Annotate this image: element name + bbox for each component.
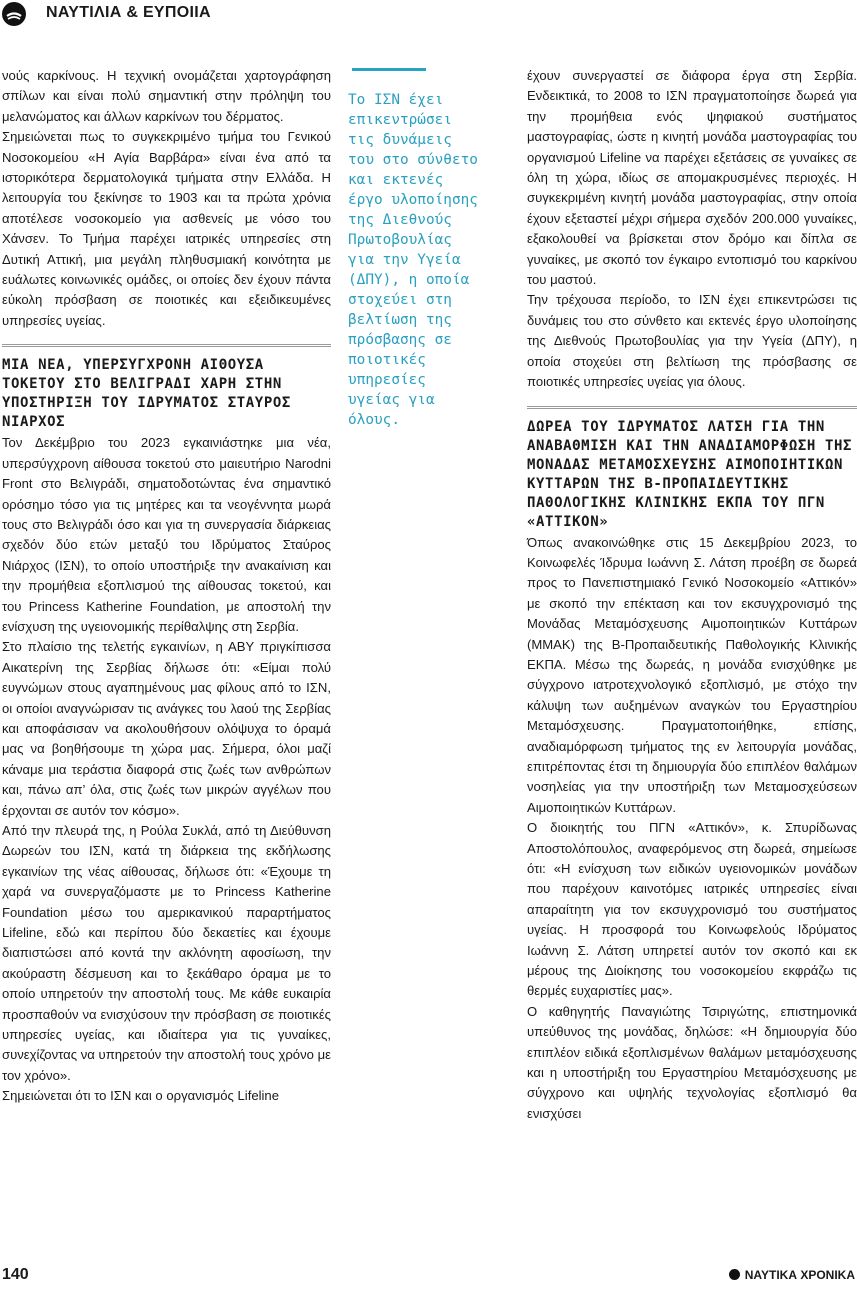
footer-brand (729, 1268, 855, 1282)
column-left (2, 66, 331, 1107)
divider (527, 406, 857, 409)
paragraph: Την τρέχουσα περίοδο, το ΙΣΝ έχει επικεντρώσει τις δυνάμεις του στο σύνθετο και εκτενές έργο υλοποίησης της Διεθνούς Πρωτοβουλίας για την Υγεία (ΔΠΥ), η οποία στοχεύει στη βελτίωση της πρόσβασης σε ποιοτικές υπηρεσίες υγείας για όλους. (527, 292, 857, 390)
section-title: ΝΑΥΤΙΛΙΑ & ΕΥΠΟΙΙΑ (46, 4, 211, 21)
paragraph: Όπως ανακοινώθηκε στις 15 Δεκεμβρίου 2023, το Κοινωφελές Ίδρυμα Ιωάννη Σ. Λάτση προέβη σε δωρεά προς το Πανεπιστημιακό Γενικό Νοσοκομείο «Αττικόν» με σκοπό την επέκταση και τον εκσυγχρονισμό της Μονάδας Μεταμόσχευσης Αιμοποιητικών Κυττάρων (ΜΜΑΚ) της Β-Προπαιδευτικής Παθολογικής Κλινικής ΕΚΠΑ. Μέσω της δωρεάς, η μονάδα ενισχύθηκε με σύγχρονο ιατροτεχνολογικό εξοπλισμό, με στόχο την κάλυψη των αυξημένων αναγκών του Εργαστηρίου Μεταμόσχευσης. Πραγματοποιήθηκε, επίσης, αναδιαμόρφωση τμήματος της εν λειτουργία μονάδας, επιτρέποντας έτσι τη δημιουργία δύο επιπλέον θαλάμων νοσηλείας για την υποστήριξη των Μεταμοσχεύσεων Αιμοποιητικών Κυττάρων. (527, 534, 857, 815)
publication-logo-icon (2, 2, 26, 26)
paragraph: Από την πλευρά της, η Ρούλα Συκλά, από τη Διεύθυνση Δωρεών του ΙΣΝ, κατά τη διάρκεια της εκδήλωσης εγκαινίων της νέας αίθουσας, δήλωσε ότι: «Έχουμε τη χαρά να συνεργαζόμαστε με το Princess Katherine Foundation μέσω του αμερικανικού παραρτήματος Lifeline, εδώ και περίπου δύο δεκαετίες και έχουμε διαπιστώσει από κοντά την ακλόνητη αφοσίωση, την ακούραστη δέσμευση και το ξεκάθαρο όραμα με το οποίο υπηρετούν την αποστολή τους. Με κάθε ευκαιρία προσπαθούν να ενισχύσουν την πρόσβαση σε ποιοτικές υπηρεσίες υγείας, και ιδιαίτερα για τις γυναίκες, συνεχίζοντας να υπηρετούν την αποστολή τους χρόνο με τον χρόνο». (2, 823, 331, 1083)
page-number: 140 (2, 1266, 29, 1283)
paragraph: Ο καθηγητής Παναγιώτης Τσιριγώτης, επιστημονικά υπεύθυνος της μονάδας, δηλώσε: «Η δημιουργία δύο επιπλέον ειδικά εξοπλισμένων θαλάμων μεταμόσχευσης και η υποστήριξη του Εργαστηρίου Μεταμόσχευσης με σύγχρονο και υψηλής τεχνολογίας εξοπλισμό θα ενισχύσει (527, 1003, 857, 1121)
paragraph: έχουν συνεργαστεί σε διάφορα έργα στη Σερβία. Ενδεικτικά, το 2008 το ΙΣΝ πραγματοποίησε δωρεά για την προμήθεια ενός ψηφιακού συστήματος μαστογραφίας, ώστε η κινητή μονάδα μαστογραφίας του οργανισμού Lifeline να παρέχει εξετάσεις σε γυναίκες σε όλη τη χώρα, ιδίως σε απομακρυσμένες περιοχές. Η συγκεκριμένη κινητή μονάδα μαστογραφίας, στην οποία έχουν εξεταστεί μέχρι σήμερα σχεδόν 200.000 γυναίκες, εξακολουθεί να βρίσκεται στον δρόμο και δίπλα σε γυναίκες, με σκοπό τον έγκαιρο εντοπισμό του καρκίνου του μαστού. (527, 68, 857, 288)
brand-logo-icon (729, 1269, 740, 1280)
divider (2, 344, 331, 347)
pullquote: Το ΙΣΝ έχει επικεντρώσει τις δυνάμεις του στο σύνθετο και εκτενές έργο υλοποίησης της Διεθνούς Πρωτοβουλίας για την Υγεία (ΔΠΥ), η οποία στοχεύει στη βελτίωση της πρόσβασης σε ποιοτικές υπηρεσίες υγείας για όλους. (348, 92, 478, 428)
paragraph: Στο πλαίσιο της τελετής εγκαινίων, η ΑΒΥ πριγκίπισσα Αικατερίνη της Σερβίας δήλωσε ότι: «Είμαι πολύ ευγνώμων στους αγαπημένους μας φίλους από το ΙΣΝ, οι οποίοι αναγνώρισαν τις ανάγκες του λαού της Σερβίας και αποφάσισαν να ακολουθήσουν ολόψυχα το όραμά μας να βοηθήσουμε τη χώρα μας. Σήμερα, όλοι μαζί κάναμε μια τεράστια διαφορά στις ζωές των ανθρώπων και, πάνω απ’ όλα, στις ζωές των μικρών αγγέλων που έρχονται σε αυτόν τον κόσμο». (2, 639, 331, 818)
article-heading: ΜΙΑ ΝΕΑ, ΥΠΕΡΣΥΓΧΡΟΝΗ ΑΙΘΟΥΣΑ ΤΟΚΕΤΟΥ ΣΤΟ ΒΕΛΙΓΡΑΔΙ ΧΑΡΗ ΣΤΗΝ ΥΠΟΣΤΗΡΙΞΗ ΤΟΥ ΙΔΡΥΜΑΤΟΣ ΣΤΑΥΡΟΣ ΝΙΑΡΧΟΣ (2, 357, 291, 431)
paragraph: Σημειώνεται ότι το ΙΣΝ και ο οργανισμός Lifeline (2, 1088, 280, 1104)
column-right (527, 66, 857, 1124)
pullquote-accent-bar (352, 68, 426, 71)
page-header (0, 0, 857, 30)
article-heading: ΔΩΡΕΑ ΤΟΥ ΙΔΡΥΜΑΤΟΣ ΛΑΤΣΗ ΓΙΑ ΤΗΝ ΑΝΑΒΑΘΜΙΣΗ ΚΑΙ ΤΗΝ ΑΝΑΔΙΑΜΟΡΦΩΣΗ ΤΗΣ ΜΟΝΑΔΑΣ ΜΕΤΑΜΟΣΧΕΥΣΗΣ ΑΙΜΟΠΟΙΗΤΙΚΩΝ ΚΥΤΤΑΡΩΝ ΤΗΣ Β-ΠΡΟΠΑΙΔΕΥΤΙΚΗΣ ΠΑΘΟΛΟΓΙΚΗΣ ΚΛΙΝΙΚΗΣ ΕΚΠΑ ΤΟΥ ΠΓΝ «ΑΤΤΙΚΟΝ» (527, 418, 853, 530)
paragraph: Ο διοικητής του ΠΓΝ «Αττικόν», κ. Σπυρίδωνας Αποστολόπουλος, αναφερόμενος στη δωρεά, σημείωσε ότι: «Η ενίσχυση των ειδικών υγειονομικών μονάδων που παρέχουν καινοτόμες ιατρικές υπηρεσίες είναι απαραίτητη για τον εκσυγχρονισμό του συστήματος υγείας. Η προσφορά του Κοινωφελούς Ιδρύματος Ιωάννη Σ. Λάτση υπηρετεί αυτόν τον σκοπό και εκ μέρους της Διοίκησης του νοσοκομείου εκφράζω τις θερμές ευχαριστίες μας». (527, 820, 857, 999)
paragraph: Σημειώνεται πως το συγκεκριμένο τμήμα του Γενικού Νοσοκομείου «Η Αγία Βαρβάρα» είναι ένα από τα ιστορικότερα δερματολογικά τμήματα στην Ελλάδα. Η λειτουργία του ξεκίνησε το 1903 και τα πρώτα χρόνια αποτέλεσε νοσοκομείο για ασθενείς με νόσο του Χάνσεν. Το Τμήμα παρέχει ιατρικές υπηρεσίες στη Δυτική Αττική, μια μεγάλη πληθυσμιακή κοινότητα με ευάλωτες κοινωνικές ομάδες, οι οποίες δεν έχουν πάντα εύκολη πρόσβαση σε ποιοτικές και εξειδικευμένες υπηρεσίες υγείας. (2, 129, 331, 328)
brand-name: ΝΑΥΤΙΚΑ ΧΡΟΝΙΚΑ (744, 1268, 855, 1282)
paragraph: Τον Δεκέμβριο του 2023 εγκαινιάστηκε μια νέα, υπερσύγχρονη αίθουσα τοκετού στο μαιευτήριο Narodni Front στο Βελιγράδι, σηματοδοτώντας ένα σημαντικό ορόσημο τόσο για τις μητέρες και τα νεογέννητα μωρά τους στο Βελιγράδι όσο και για τη συνεργασία διάρκειας σχεδόν δύο ετών μεταξύ του Ιδρύματος Σταύρος Νιάρχος (ΙΣΝ), το οποίο υποστήριξε την ανακαίνιση και την προμήθεια εξοπλισμού της αίθουσας τοκετού, και του Princess Katherine Foundation, με αποστολή την ενίσχυση της υγειονομικής περίθαλψης στη Σερβία. (2, 435, 331, 634)
paragraph: νούς καρκίνους. Η τεχνική ονομάζεται χαρτογράφηση σπίλων και είναι πολύ σημαντική στην πρόληψη του μελανώματος και άλλων καρκίνων του δέρματος. (2, 68, 331, 124)
